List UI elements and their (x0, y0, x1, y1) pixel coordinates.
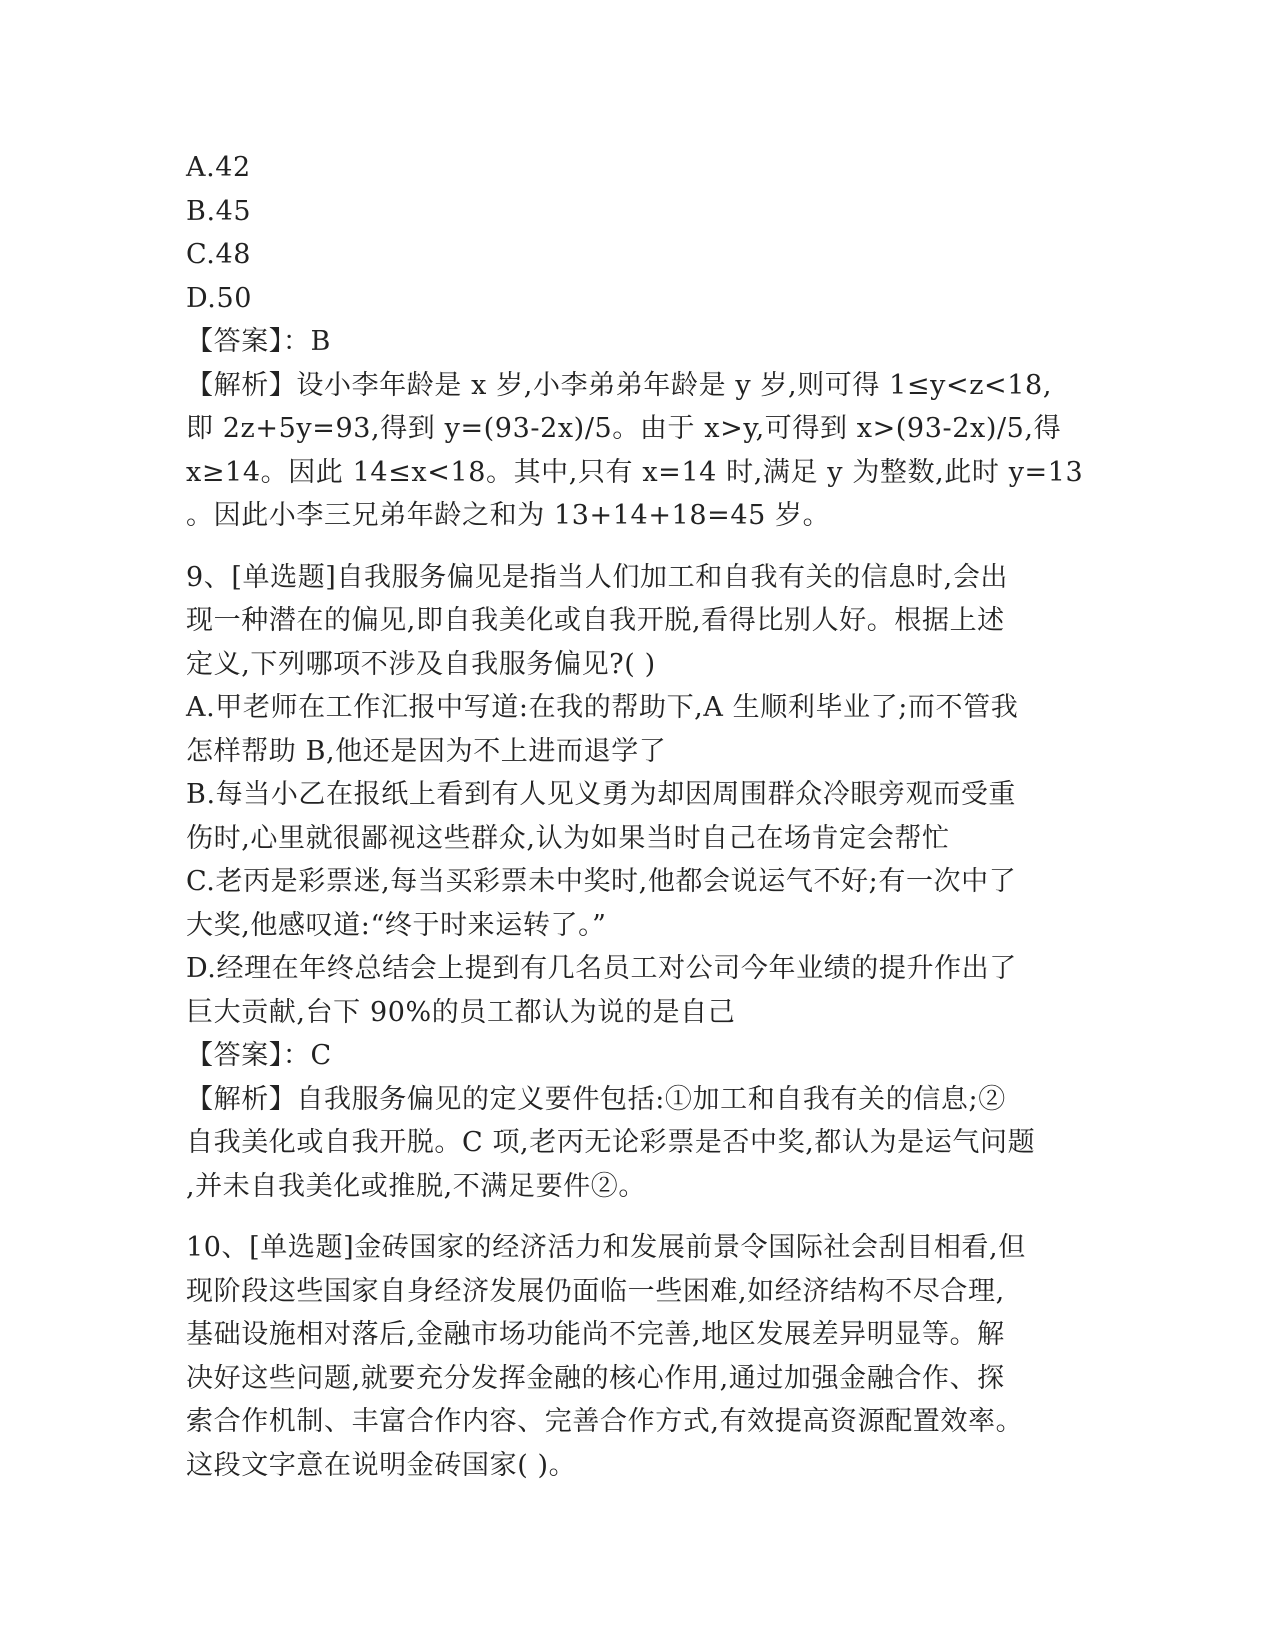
stem-line: 现一种潜在的偏见,即自我美化或自我开脱,看得比别人好。根据上述 (186, 605, 1005, 636)
question-9-analysis (186, 1078, 1086, 1209)
option-line: 巨大贡献,台下 90%的员工都认为说的是自己 (186, 996, 736, 1028)
option-line: C.老丙是彩票迷,每当买彩票未中奖时,他都会说运气不好;有一次中了 (186, 866, 1017, 897)
question-8-analysis (186, 364, 1086, 538)
option-a: A.42 (186, 152, 251, 183)
option-line: 大奖,他感叹道:“终于时来运转了。” (186, 909, 607, 941)
option-line: 伤时,心里就很鄙视这些群众,认为如果当时自己在场肯定会帮忙 (186, 822, 950, 854)
spacer (186, 1208, 1086, 1226)
option-line: 怎样帮助 B,他还是因为不上进而退学了 (186, 735, 667, 767)
option-line: A.甲老师在工作汇报中写道:在我的帮助下,A 生顺利毕业了;而不管我 (186, 692, 1019, 723)
stem-line: 决好这些问题,就要充分发挥金融的核心作用,通过加强金融合作、探 (186, 1362, 1005, 1394)
analysis-line: 【解析】自我服务偏见的定义要件包括:①加工和自我有关的信息;② (186, 1083, 1006, 1115)
stem-line: 基础设施相对落后,金融市场功能尚不完善,地区发展差异明显等。解 (186, 1319, 1005, 1350)
option-line: D.经理在年终总结会上提到有几名员工对公司今年业绩的提升作出了 (186, 953, 1017, 984)
question-8-answer: 【答案】：B (186, 326, 331, 357)
option-d: D.50 (186, 282, 253, 314)
question-10-stem (186, 1226, 1086, 1487)
document-page (186, 146, 1086, 1487)
stem-line: 现阶段这些国家自身经济发展仍面临一些困难,如经济结构不尽合理, (186, 1275, 1005, 1307)
analysis-line: ,并未自我美化或推脱,不满足要件②。 (186, 1170, 646, 1202)
analysis-line: x≥14。因此 14≤x<18。其中,只有 x=14 时,满足 y 为整数,此时 y=13 (186, 456, 1084, 488)
option-b: B.45 (186, 195, 252, 227)
stem-line: 定义,下列哪项不涉及自我服务偏见?( ) (186, 648, 656, 680)
spacer (186, 538, 1086, 556)
question-9-answer: 【答案】：C (186, 1040, 332, 1071)
analysis-line: 【解析】设小李年龄是 x 岁,小李弟弟年龄是 y 岁,则可得 1≤y<z<18, (186, 369, 1053, 401)
stem-line: 9、[单选题]自我服务偏见是指当人们加工和自我有关的信息时,会出 (186, 561, 1009, 593)
analysis-line: 自我美化或自我开脱。C 项,老丙无论彩票是否中奖,都认为是运气问题 (186, 1127, 1036, 1158)
question-8-options (186, 146, 1086, 320)
analysis-line: 即 2z+5y=93,得到 y=(93-2x)/5。由于 x>y,可得到 x>(93-2x)/5,得 (186, 413, 1062, 444)
stem-line: 这段文字意在说明金砖国家( )。 (186, 1449, 577, 1481)
option-line: B.每当小乙在报纸上看到有人见义勇为却因周围群众冷眼旁观而受重 (186, 779, 1017, 810)
stem-line: 索合作机制、丰富合作内容、完善合作方式,有效提高资源配置效率。 (186, 1406, 1024, 1437)
stem-line: 10、[单选题]金砖国家的经济活力和发展前景令国际社会刮目相看,但 (186, 1232, 1026, 1263)
option-c: C.48 (186, 239, 252, 270)
question-9-stem (186, 556, 1086, 687)
question-9-options (186, 686, 1086, 1034)
analysis-line: 。因此小李三兄弟年龄之和为 13+14+18=45 岁。 (186, 500, 831, 531)
